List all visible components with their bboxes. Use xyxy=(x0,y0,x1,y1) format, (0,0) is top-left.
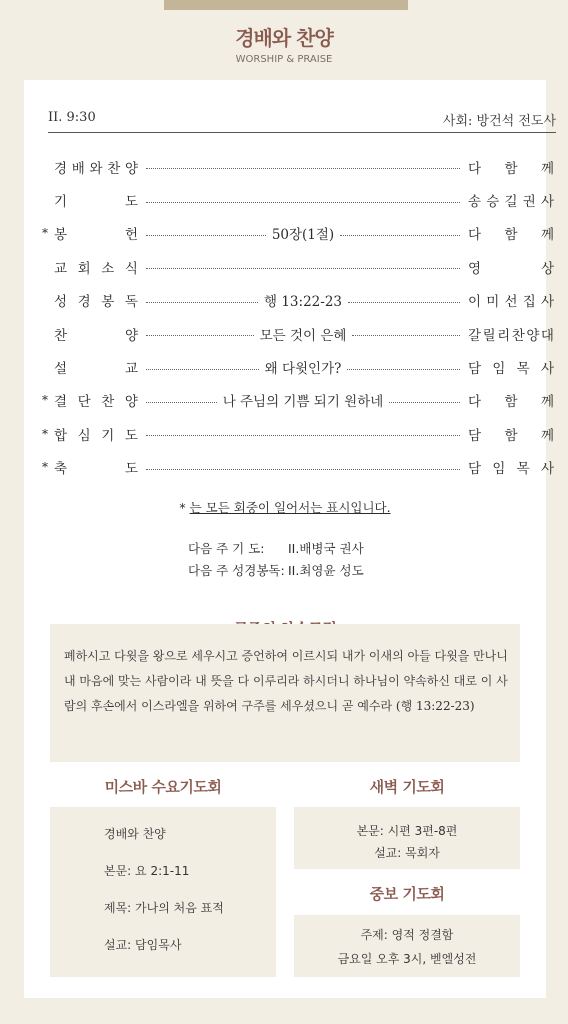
order-item-content: 행 13:22-23 xyxy=(264,294,342,311)
order-row xyxy=(42,350,554,383)
order-item-name: 교 회 소 식 xyxy=(54,260,138,277)
page-subtitle: WORSHIP & PRAISE xyxy=(235,54,333,65)
order-item-person: 갈 릴 리 찬 양 대 xyxy=(468,327,554,344)
next-week-row xyxy=(188,538,364,560)
next-week-label: 다음 주 성경봉독: xyxy=(188,563,285,578)
service-leader: 사회: 방건석 전도사 xyxy=(442,114,556,129)
order-row xyxy=(42,417,554,450)
divider xyxy=(48,132,556,133)
next-week-row xyxy=(188,560,364,582)
standing-mark: * xyxy=(42,426,48,441)
order-item-name: 찬 양 xyxy=(54,327,138,344)
leader-dots xyxy=(146,324,460,344)
order-item-person: 담 임 목 사 xyxy=(468,461,554,478)
order-item-name: 합 심 기 도 xyxy=(54,427,138,444)
dawn-line: 본문: 시편 3편-8편 xyxy=(356,824,458,838)
standing-mark: * xyxy=(42,460,48,475)
order-item-person: 송 승 길 권 사 xyxy=(468,194,554,211)
mizpah-title: 미스바 수요기도회 xyxy=(104,778,222,796)
leader-dots xyxy=(146,390,460,410)
order-row xyxy=(42,284,554,317)
page-title: 경배와 찬양 xyxy=(235,26,333,50)
mizpah-line: 설교: 담임목사 xyxy=(104,938,182,952)
standing-note-text: 는 모든 회중이 일어서는 표시입니다. xyxy=(189,500,391,515)
order-item-content: 나 주님의 기쁨 되기 원하네 xyxy=(222,394,384,411)
order-row xyxy=(42,217,554,250)
intercession-line: 금요일 오후 3시, 벧엘성전 xyxy=(337,952,477,966)
standing-mark: * xyxy=(42,393,48,408)
mizpah-box xyxy=(50,807,276,977)
leader-dots xyxy=(146,223,460,243)
leader-dots xyxy=(146,198,460,203)
order-item-person: 이 미 선 집 사 xyxy=(468,294,554,311)
order-item-content: 50장(1절) xyxy=(271,227,335,244)
order-item-name: 결 단 찬 양 xyxy=(54,394,138,411)
mizpah-line: 경배와 찬양 xyxy=(104,827,166,841)
order-item-name: 성 경 봉 독 xyxy=(54,294,138,311)
order-item-name: 경 배 와 찬 양 xyxy=(54,160,138,177)
intercession-box xyxy=(294,915,520,977)
memory-verse-text: 폐하시고 다윗을 왕으로 세우시고 증언하여 이르시되 내가 이새의 아들 다윗을 만나니 내 마음에 맞는 사람이라 내 뜻을 다 이루리라 하시더니 하나님이 약속하신 대로 이 사람의 후손에서 이스라엘을 위하여 구주를 세우셨으니 곧 예수라 (행 13:22-23) xyxy=(64,649,508,713)
leader-dots xyxy=(146,465,460,470)
order-item-name: 봉 헌 xyxy=(54,227,138,244)
order-row xyxy=(42,317,554,350)
leader-dots xyxy=(146,431,460,436)
order-row xyxy=(42,384,554,417)
next-week-value: II.배병국 권사 xyxy=(288,541,364,556)
bulletin-card xyxy=(24,80,556,998)
next-week-info xyxy=(188,538,364,582)
order-item-content: 모든 것이 은혜 xyxy=(259,327,347,344)
order-item-person: 다 함 께 xyxy=(468,160,554,177)
dawn-box xyxy=(294,807,520,869)
order-row xyxy=(42,183,554,216)
order-row xyxy=(42,150,554,183)
leader-dots xyxy=(146,164,460,169)
order-item-person: 다 함 께 xyxy=(468,394,554,411)
order-item-name: 설 교 xyxy=(54,361,138,378)
order-row xyxy=(42,250,554,283)
mizpah-line: 본문: 요 2:1-11 xyxy=(104,864,190,878)
next-week-label: 다음 주 기 도: xyxy=(188,541,265,556)
standing-note xyxy=(24,498,546,516)
intercession-line: 주제: 영적 정결함 xyxy=(360,928,454,942)
order-item-person: 담 함 께 xyxy=(468,427,554,444)
order-row xyxy=(42,451,554,484)
leader-dots xyxy=(146,264,460,269)
order-item-person: 영 상 xyxy=(468,260,554,277)
memory-verse-box xyxy=(50,624,520,762)
leader-dots xyxy=(146,357,460,377)
order-item-name: 기 도 xyxy=(54,194,138,211)
leader-dots xyxy=(146,290,460,310)
order-item-content: 왜 다윗인가? xyxy=(264,361,342,378)
order-item-person: 담 임 목 사 xyxy=(468,361,554,378)
dawn-line: 설교: 목회자 xyxy=(374,846,440,860)
service-number: II. 9:30 xyxy=(48,110,96,125)
service-header xyxy=(48,110,556,129)
order-item-name: 축 도 xyxy=(54,461,138,478)
standing-mark: * xyxy=(179,500,186,515)
intercession-title: 중보 기도회 xyxy=(369,885,445,903)
order-item-person: 다 함 께 xyxy=(468,227,554,244)
order-of-service xyxy=(42,150,554,484)
mizpah-line: 제목: 가나의 처음 표적 xyxy=(104,901,224,915)
next-week-value: II.최영윤 성도 xyxy=(288,563,364,578)
dawn-title: 새벽 기도회 xyxy=(369,778,445,796)
standing-mark: * xyxy=(42,226,48,241)
top-accent-bar xyxy=(164,0,408,10)
